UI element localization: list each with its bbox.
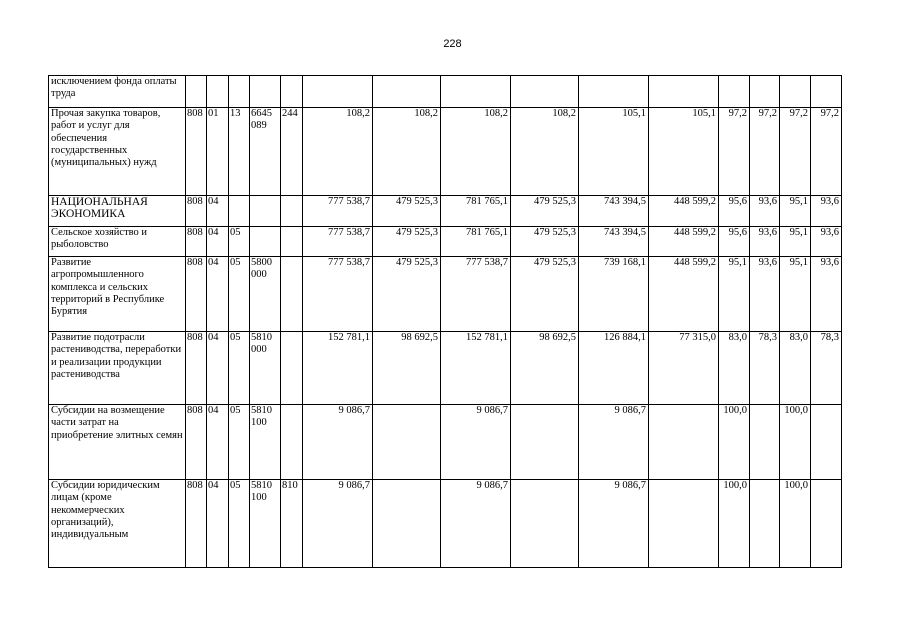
table-body bbox=[49, 76, 842, 568]
cell-amount-5 bbox=[579, 76, 649, 108]
cell-amount-6: 448 599,2 bbox=[649, 196, 719, 227]
cell-amount-2: 479 525,3 bbox=[373, 196, 441, 227]
cell-csr bbox=[250, 76, 281, 108]
cell-percent-3: 95,1 bbox=[780, 257, 811, 332]
cell-amount-5: 9 086,7 bbox=[579, 480, 649, 568]
cell-pr bbox=[229, 196, 250, 227]
cell-vr: 244 bbox=[281, 108, 303, 196]
cell-percent-1: 95,6 bbox=[719, 196, 750, 227]
cell-amount-6: 77 315,0 bbox=[649, 332, 719, 405]
cell-amount-3: 9 086,7 bbox=[441, 480, 511, 568]
cell-amount-1: 777 538,7 bbox=[303, 196, 373, 227]
cell-pr: 05 bbox=[229, 227, 250, 257]
cell-csr: 5810 000 bbox=[250, 332, 281, 405]
cell-percent-1: 83,0 bbox=[719, 332, 750, 405]
cell-amount-6 bbox=[649, 405, 719, 480]
row-name: Сельское хозяйство и рыболовство bbox=[49, 227, 186, 257]
cell-rz: 04 bbox=[207, 480, 229, 568]
cell-percent-2 bbox=[750, 76, 780, 108]
cell-percent-4: 93,6 bbox=[811, 227, 842, 257]
cell-amount-2 bbox=[373, 405, 441, 480]
cell-amount-3: 9 086,7 bbox=[441, 405, 511, 480]
cell-percent-2: 93,6 bbox=[750, 196, 780, 227]
cell-rz bbox=[207, 76, 229, 108]
cell-pr bbox=[229, 76, 250, 108]
cell-amount-5: 9 086,7 bbox=[579, 405, 649, 480]
cell-gr: 808 bbox=[186, 332, 207, 405]
cell-percent-2: 93,6 bbox=[750, 257, 780, 332]
cell-percent-1: 95,6 bbox=[719, 227, 750, 257]
cell-amount-2: 108,2 bbox=[373, 108, 441, 196]
cell-amount-1 bbox=[303, 76, 373, 108]
cell-gr: 808 bbox=[186, 480, 207, 568]
row-name: Развитие агропромышленного комплекса и сельских территорий в Республике Бурятия bbox=[49, 257, 186, 332]
cell-vr bbox=[281, 227, 303, 257]
cell-amount-5: 739 168,1 bbox=[579, 257, 649, 332]
cell-amount-1: 9 086,7 bbox=[303, 480, 373, 568]
cell-pr: 13 bbox=[229, 108, 250, 196]
cell-amount-4 bbox=[511, 480, 579, 568]
cell-amount-6: 105,1 bbox=[649, 108, 719, 196]
cell-gr: 808 bbox=[186, 108, 207, 196]
cell-percent-2: 97,2 bbox=[750, 108, 780, 196]
cell-amount-4: 98 692,5 bbox=[511, 332, 579, 405]
cell-amount-2 bbox=[373, 76, 441, 108]
cell-vr: 810 bbox=[281, 480, 303, 568]
table-row bbox=[49, 196, 842, 227]
cell-amount-3: 108,2 bbox=[441, 108, 511, 196]
table-row bbox=[49, 108, 842, 196]
table-row bbox=[49, 257, 842, 332]
cell-amount-1: 108,2 bbox=[303, 108, 373, 196]
row-name: Прочая закупка товаров, работ и услуг для обеспечения государственных (муниципальных) нужд bbox=[49, 108, 186, 196]
table-row bbox=[49, 480, 842, 568]
cell-csr: 5810 100 bbox=[250, 480, 281, 568]
cell-rz: 04 bbox=[207, 257, 229, 332]
cell-percent-2 bbox=[750, 405, 780, 480]
row-name: Субсидии на возмещение части затрат на приобретение элитных семян bbox=[49, 405, 186, 480]
row-name: Развитие подотрасли растениводства, переработки и реализации продукции растениводства bbox=[49, 332, 186, 405]
cell-percent-4: 78,3 bbox=[811, 332, 842, 405]
cell-pr: 05 bbox=[229, 332, 250, 405]
row-name: Субсидии юридическим лицам (кроме некоммерческих организаций), индивидуальным bbox=[49, 480, 186, 568]
cell-amount-1: 9 086,7 bbox=[303, 405, 373, 480]
cell-percent-1: 97,2 bbox=[719, 108, 750, 196]
cell-amount-5: 743 394,5 bbox=[579, 196, 649, 227]
cell-percent-1: 95,1 bbox=[719, 257, 750, 332]
cell-rz: 01 bbox=[207, 108, 229, 196]
cell-gr: 808 bbox=[186, 405, 207, 480]
cell-amount-3: 777 538,7 bbox=[441, 257, 511, 332]
cell-amount-5: 743 394,5 bbox=[579, 227, 649, 257]
cell-vr bbox=[281, 405, 303, 480]
cell-vr bbox=[281, 196, 303, 227]
cell-percent-3: 97,2 bbox=[780, 108, 811, 196]
cell-percent-3 bbox=[780, 76, 811, 108]
budget-table bbox=[48, 75, 842, 568]
row-name: НАЦИОНАЛЬНАЯ ЭКОНОМИКА bbox=[49, 196, 186, 227]
cell-amount-1: 777 538,7 bbox=[303, 227, 373, 257]
cell-amount-3: 781 765,1 bbox=[441, 227, 511, 257]
cell-vr bbox=[281, 332, 303, 405]
cell-amount-4: 479 525,3 bbox=[511, 227, 579, 257]
cell-csr bbox=[250, 196, 281, 227]
cell-amount-1: 777 538,7 bbox=[303, 257, 373, 332]
cell-amount-4: 479 525,3 bbox=[511, 196, 579, 227]
cell-rz: 04 bbox=[207, 196, 229, 227]
cell-rz: 04 bbox=[207, 332, 229, 405]
cell-gr: 808 bbox=[186, 196, 207, 227]
cell-rz: 04 bbox=[207, 405, 229, 480]
cell-amount-2: 98 692,5 bbox=[373, 332, 441, 405]
cell-amount-4: 479 525,3 bbox=[511, 257, 579, 332]
cell-amount-1: 152 781,1 bbox=[303, 332, 373, 405]
cell-percent-3: 100,0 bbox=[780, 405, 811, 480]
cell-csr: 6645 089 bbox=[250, 108, 281, 196]
cell-rz: 04 bbox=[207, 227, 229, 257]
cell-percent-4 bbox=[811, 76, 842, 108]
cell-gr bbox=[186, 76, 207, 108]
cell-percent-1 bbox=[719, 76, 750, 108]
cell-amount-4 bbox=[511, 76, 579, 108]
cell-amount-2: 479 525,3 bbox=[373, 227, 441, 257]
cell-percent-4 bbox=[811, 405, 842, 480]
cell-amount-2: 479 525,3 bbox=[373, 257, 441, 332]
cell-percent-4: 93,6 bbox=[811, 196, 842, 227]
cell-percent-2 bbox=[750, 480, 780, 568]
cell-percent-4: 97,2 bbox=[811, 108, 842, 196]
cell-gr: 808 bbox=[186, 227, 207, 257]
cell-vr bbox=[281, 76, 303, 108]
cell-amount-3: 781 765,1 bbox=[441, 196, 511, 227]
cell-percent-3: 100,0 bbox=[780, 480, 811, 568]
cell-amount-5: 105,1 bbox=[579, 108, 649, 196]
cell-csr: 5810 100 bbox=[250, 405, 281, 480]
cell-percent-1: 100,0 bbox=[719, 480, 750, 568]
table-row bbox=[49, 332, 842, 405]
cell-percent-4: 93,6 bbox=[811, 257, 842, 332]
cell-amount-6 bbox=[649, 480, 719, 568]
table-row bbox=[49, 405, 842, 480]
cell-percent-4 bbox=[811, 480, 842, 568]
table-row bbox=[49, 227, 842, 257]
table-row bbox=[49, 76, 842, 108]
cell-csr bbox=[250, 227, 281, 257]
cell-pr: 05 bbox=[229, 405, 250, 480]
cell-amount-4: 108,2 bbox=[511, 108, 579, 196]
row-name: исключением фонда оплаты труда bbox=[49, 76, 186, 108]
cell-gr: 808 bbox=[186, 257, 207, 332]
cell-percent-1: 100,0 bbox=[719, 405, 750, 480]
cell-amount-3: 152 781,1 bbox=[441, 332, 511, 405]
cell-percent-3: 95,1 bbox=[780, 227, 811, 257]
page-number: 228 bbox=[443, 38, 462, 50]
cell-percent-2: 78,3 bbox=[750, 332, 780, 405]
cell-amount-6: 448 599,2 bbox=[649, 257, 719, 332]
cell-amount-6: 448 599,2 bbox=[649, 227, 719, 257]
cell-amount-6 bbox=[649, 76, 719, 108]
cell-amount-5: 126 884,1 bbox=[579, 332, 649, 405]
cell-percent-2: 93,6 bbox=[750, 227, 780, 257]
cell-amount-2 bbox=[373, 480, 441, 568]
cell-pr: 05 bbox=[229, 480, 250, 568]
cell-amount-4 bbox=[511, 405, 579, 480]
cell-percent-3: 95,1 bbox=[780, 196, 811, 227]
cell-amount-3 bbox=[441, 76, 511, 108]
cell-csr: 5800 000 bbox=[250, 257, 281, 332]
cell-pr: 05 bbox=[229, 257, 250, 332]
cell-vr bbox=[281, 257, 303, 332]
cell-percent-3: 83,0 bbox=[780, 332, 811, 405]
